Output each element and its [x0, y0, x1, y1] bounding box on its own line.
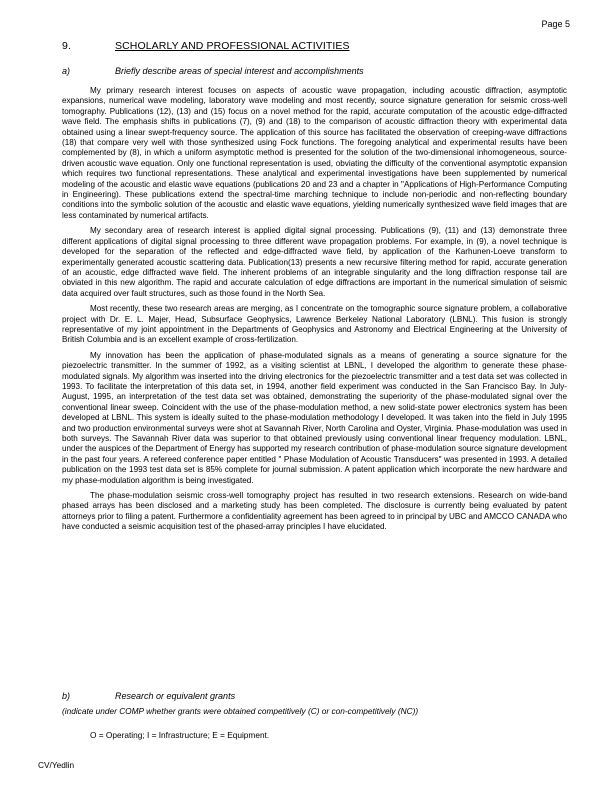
subsection-a-letter: a) [62, 66, 71, 76]
grants-note: (indicate under COMP whether grants were obtained competitively (C) or con-competitively (NC)) [62, 706, 419, 716]
paragraph-innovation: My innovation has been the application of phase-modulated signals as a means of generating a source signature for the piezoelectric transmitter. In the summer of 1992, as a visiting scientist at LBNL, I developed the algorithm to generate these phase-modulated signals. My algorithm was inserted into the driving electronics for the piezoelectric transmitter and a test data set was collected in 1993. To facilitate the interpretation of this data set, in 1994, another field experiment was conducted in the San Francisco Bay. In July-August, 1995, an interpretation of the test data set was obtained, demonstrating the superiority of the phase-modulated signal over the conventional linear sweep. Coincident with the use of the phase-modulation method, a new solid-state power electronics system has been developed at LBNL. This system is ideally suited to the phase-modulation methodology I developed. It was taken into the field in July 1995 and two production environmental surveys were shot at Savannah River, North Carolina and Oyster, Virginia. Phase-modulation was used in both surveys. The Savannah River data was superior to that obtained previously using conventional linear frequency modulation. LBNL, under the auspices of the Department of Energy has supported my research contribution of phase-modulation source signature development in the past four years. A refereed conference paper entitled " Phase Modulation of Acoustic Transducers" was presented in 1993. A detailed publication on the 1993 test data set is 85% complete for journal submission. A patent application which incorporate the new hardware and my phase-modulation algorithm is being investigated. [62, 350, 567, 485]
subsection-b-heading [62, 691, 235, 701]
paragraph-extensions: The phase-modulation seismic cross-well tomography project has resulted in two research extensions. Research on wide-band phased arrays has been disclosed and a marketing study has been completed. The disclosure is currently being evaluated by patent attorneys prior to filing a patent. Furthermore a confidentiality agreement has been agreed to in principal by UBC and AMCCO CANADA who have conducted a seismic acquisition test of the phased-array principles I have elucidated. [62, 491, 567, 532]
section-number: 9. [62, 40, 71, 52]
section-title: SCHOLARLY AND PROFESSIONAL ACTIVITIES [115, 40, 350, 52]
page-number: Page 5 [541, 19, 570, 29]
grant-type-legend: O = Operating; I = Infrastructure; E = Equipment. [90, 730, 270, 740]
body-text [62, 86, 567, 538]
footer: CV/Yedlin [38, 760, 75, 770]
paragraph-primary-research: My primary research interest focuses on aspects of acoustic wave propagation, including acoustic diffraction, asymptotic expansions, numerical wave modeling, laboratory wave modeling and most recently, source signature generation for seismic cross-well tomography. Publications (12), (13) and (15) focus on a novel method for the rapid, accurate computation of the acoustic edge-diffracted wave field. The emphasis shifts in publications (7), (9) and (18) to the comparison of acoustic diffraction theory with experimental data obtained using a linear swept-frequency source. The application of this source has facilitated the observation of creeping-wave diffractions (18) that compare very well with those synthesized using Fock functions. The foregoing analytical and experimental results have been complemented by (8), in which a uniform asymptotic method is presented for the solution of the two-dimensional inhomogeneous, source-driven acoustic wave equation. Only one functional representation is used, obviating the difficulty of the conventional asymptotic expansion which requires two functional representations. These analytical and experimental investigations have been supplemented by numerical modeling of the acoustic and elastic wave equations (publications 20 and 23 and a chapter in "Applications of High-Performance Computing in Engineering). These publications extend the spectral-time marching technique to include non-periodic and non-reflecting boundary conditions into the symbolic solution of the acoustic and elastic wave equations, yielding numerically synthesized wave field images that are less contaminated by numerical artifacts. [62, 86, 567, 220]
paragraph-secondary-research: My secondary area of research interest is applied digital signal processing. Publications (9), (11) and (13) demonstrate three different applications of digital signal processing to three different wave propagation problems. For example, in (9), a novel technique is developed for the separation of the reflected and edge-diffracted wave field, by application of the Karhunen-Loeve transform to experimentally generated acoustic scattering data. Publication(13) presents a new recursive filtering method for rapid, accurate generation of an acoustic, edge diffracted wave field. The inherent problems of an integrable singularity and the long diffraction response tail are obviated in this new algorithm. The rapid and accurate calculation of edge diffractions are important in the numerical simulation of seismic data acquired over fault structures, such as those found in the North Sea. [62, 226, 567, 298]
subsection-a-title: Briefly describe areas of special interest and accomplishments [115, 66, 364, 76]
section-heading [62, 40, 350, 52]
subsection-b-title: Research or equivalent grants [115, 691, 236, 701]
subsection-a-heading [62, 66, 364, 76]
paragraph-merging-areas: Most recently, these two research areas are merging, as I concentrate on the tomographic source signature problem, a collaborative project with Dr. E. L. Majer, Head, Subsurface Geophysics, Lawrence Berkeley National Laboratory (LBNL). This fusion is strongly representative of my joint appointment in the Departments of Geophysics and Astronomy and Electrical Engineering at the University of British Columbia and is an excellent example of cross-fertilization. [62, 304, 567, 345]
subsection-b-letter: b) [62, 691, 71, 701]
